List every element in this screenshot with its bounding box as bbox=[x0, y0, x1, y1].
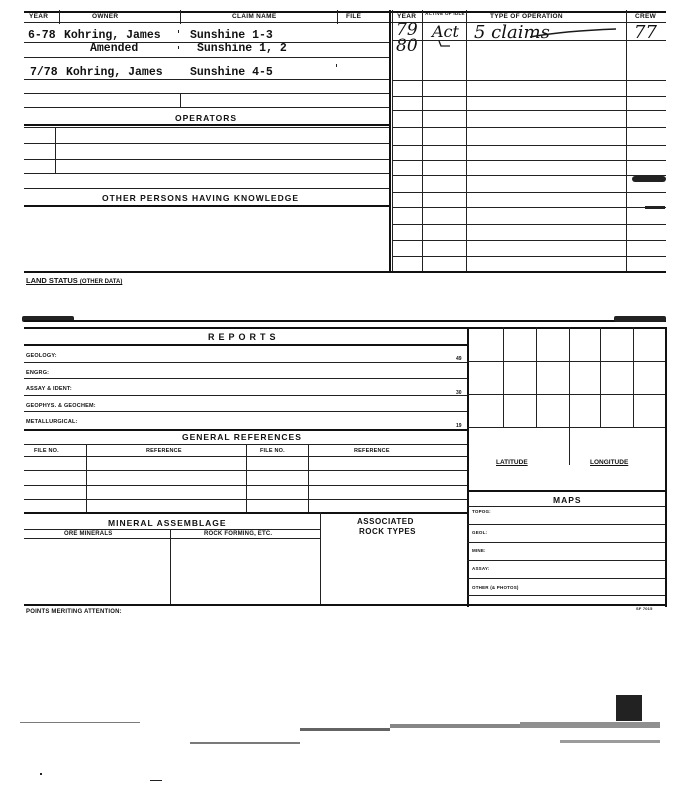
handwritten-operation: 5 claims bbox=[474, 22, 550, 43]
header-crew: CREW bbox=[635, 13, 657, 20]
general-references-title: GENERAL REFERENCES bbox=[182, 432, 302, 442]
ref-col-file-no-2: FILE NO. bbox=[260, 448, 285, 454]
report-engrg-label: ENGRG: bbox=[26, 370, 50, 376]
operators-label: OPERATORS bbox=[175, 113, 238, 123]
maps-title: MAPS bbox=[553, 495, 582, 505]
rock-forming-label: ROCK FORMING, ETC. bbox=[204, 531, 273, 537]
row-2-claim: Sunshine 1, 2 bbox=[197, 42, 287, 55]
row-1-year: 6-78 bbox=[28, 29, 56, 42]
map-topog-label: TOPOG: bbox=[472, 509, 491, 514]
land-status-sublabel: (OTHER DATA) bbox=[79, 279, 123, 285]
points-meriting-attention-label: POINTS MERITING ATTENTION: bbox=[26, 609, 122, 615]
ore-minerals-label: ORE MINERALS bbox=[64, 531, 113, 537]
ref-col-reference-2: REFERENCE bbox=[354, 448, 390, 454]
handwritten-year-top: 79 bbox=[396, 20, 418, 40]
associated-label: ASSOCIATED bbox=[357, 517, 414, 526]
handwriting-underline bbox=[528, 28, 618, 40]
row-2-owner: Amended bbox=[90, 42, 139, 55]
report-geology-num: 49 bbox=[456, 356, 462, 362]
handwriting-stroke bbox=[438, 40, 452, 48]
handwritten-active: Act bbox=[432, 22, 459, 41]
row-3-claim: Sunshine 4-5 bbox=[190, 66, 273, 79]
handwritten-year-bottom: 80 bbox=[396, 36, 418, 56]
report-metallurgical-num: 19 bbox=[456, 423, 462, 429]
land-status-label: LAND STATUS bbox=[26, 276, 78, 285]
report-assay-num: 30 bbox=[456, 390, 462, 396]
report-assay-label: ASSAY & IDENT: bbox=[26, 386, 72, 392]
row-1-owner: Kohring, James bbox=[64, 29, 161, 42]
header-file: FILE bbox=[346, 13, 362, 20]
handwritten-crew: 77 bbox=[634, 22, 657, 43]
row-1-claim: Sunshine 1-3 bbox=[190, 29, 273, 42]
report-geology-label: GEOLOGY: bbox=[26, 353, 57, 359]
ref-col-reference: REFERENCE bbox=[146, 448, 182, 454]
report-metallurgical-label: METALLURGICAL: bbox=[26, 419, 78, 425]
form-number: SF 7015 bbox=[636, 606, 653, 611]
map-mine-label: MINE: bbox=[472, 548, 486, 553]
map-other-label: OTHER (& PHOTOS) bbox=[472, 585, 519, 590]
ref-col-file-no: FILE NO. bbox=[34, 448, 59, 454]
map-assay-label: ASSAY: bbox=[472, 566, 490, 571]
map-geol-label: GEOL: bbox=[472, 530, 488, 535]
header-type-of-operation: TYPE OF OPERATION bbox=[490, 13, 563, 20]
other-persons-label: OTHER PERSONS HAVING KNOWLEDGE bbox=[102, 193, 300, 203]
rock-types-label: ROCK TYPES bbox=[359, 527, 417, 536]
header-claim-name: CLAIM NAME bbox=[232, 13, 277, 20]
header-year-2: YEAR bbox=[397, 13, 417, 20]
latitude-label: LATITUDE bbox=[496, 459, 528, 466]
reports-title: REPORTS bbox=[208, 332, 280, 342]
header-owner: OWNER bbox=[92, 13, 119, 20]
header-active-idle: ACTIVE OF IDLE bbox=[425, 11, 465, 16]
row-3-owner: Kohring, James bbox=[66, 66, 163, 79]
header-year: YEAR bbox=[29, 13, 49, 20]
report-geophys-label: GEOPHYS. & GEOCHEM: bbox=[26, 403, 96, 409]
longitude-label: LONGITUDE bbox=[590, 459, 629, 466]
row-3-year: 7/78 bbox=[30, 66, 58, 79]
mineral-assemblage-title: MINERAL ASSEMBLAGE bbox=[108, 518, 227, 528]
